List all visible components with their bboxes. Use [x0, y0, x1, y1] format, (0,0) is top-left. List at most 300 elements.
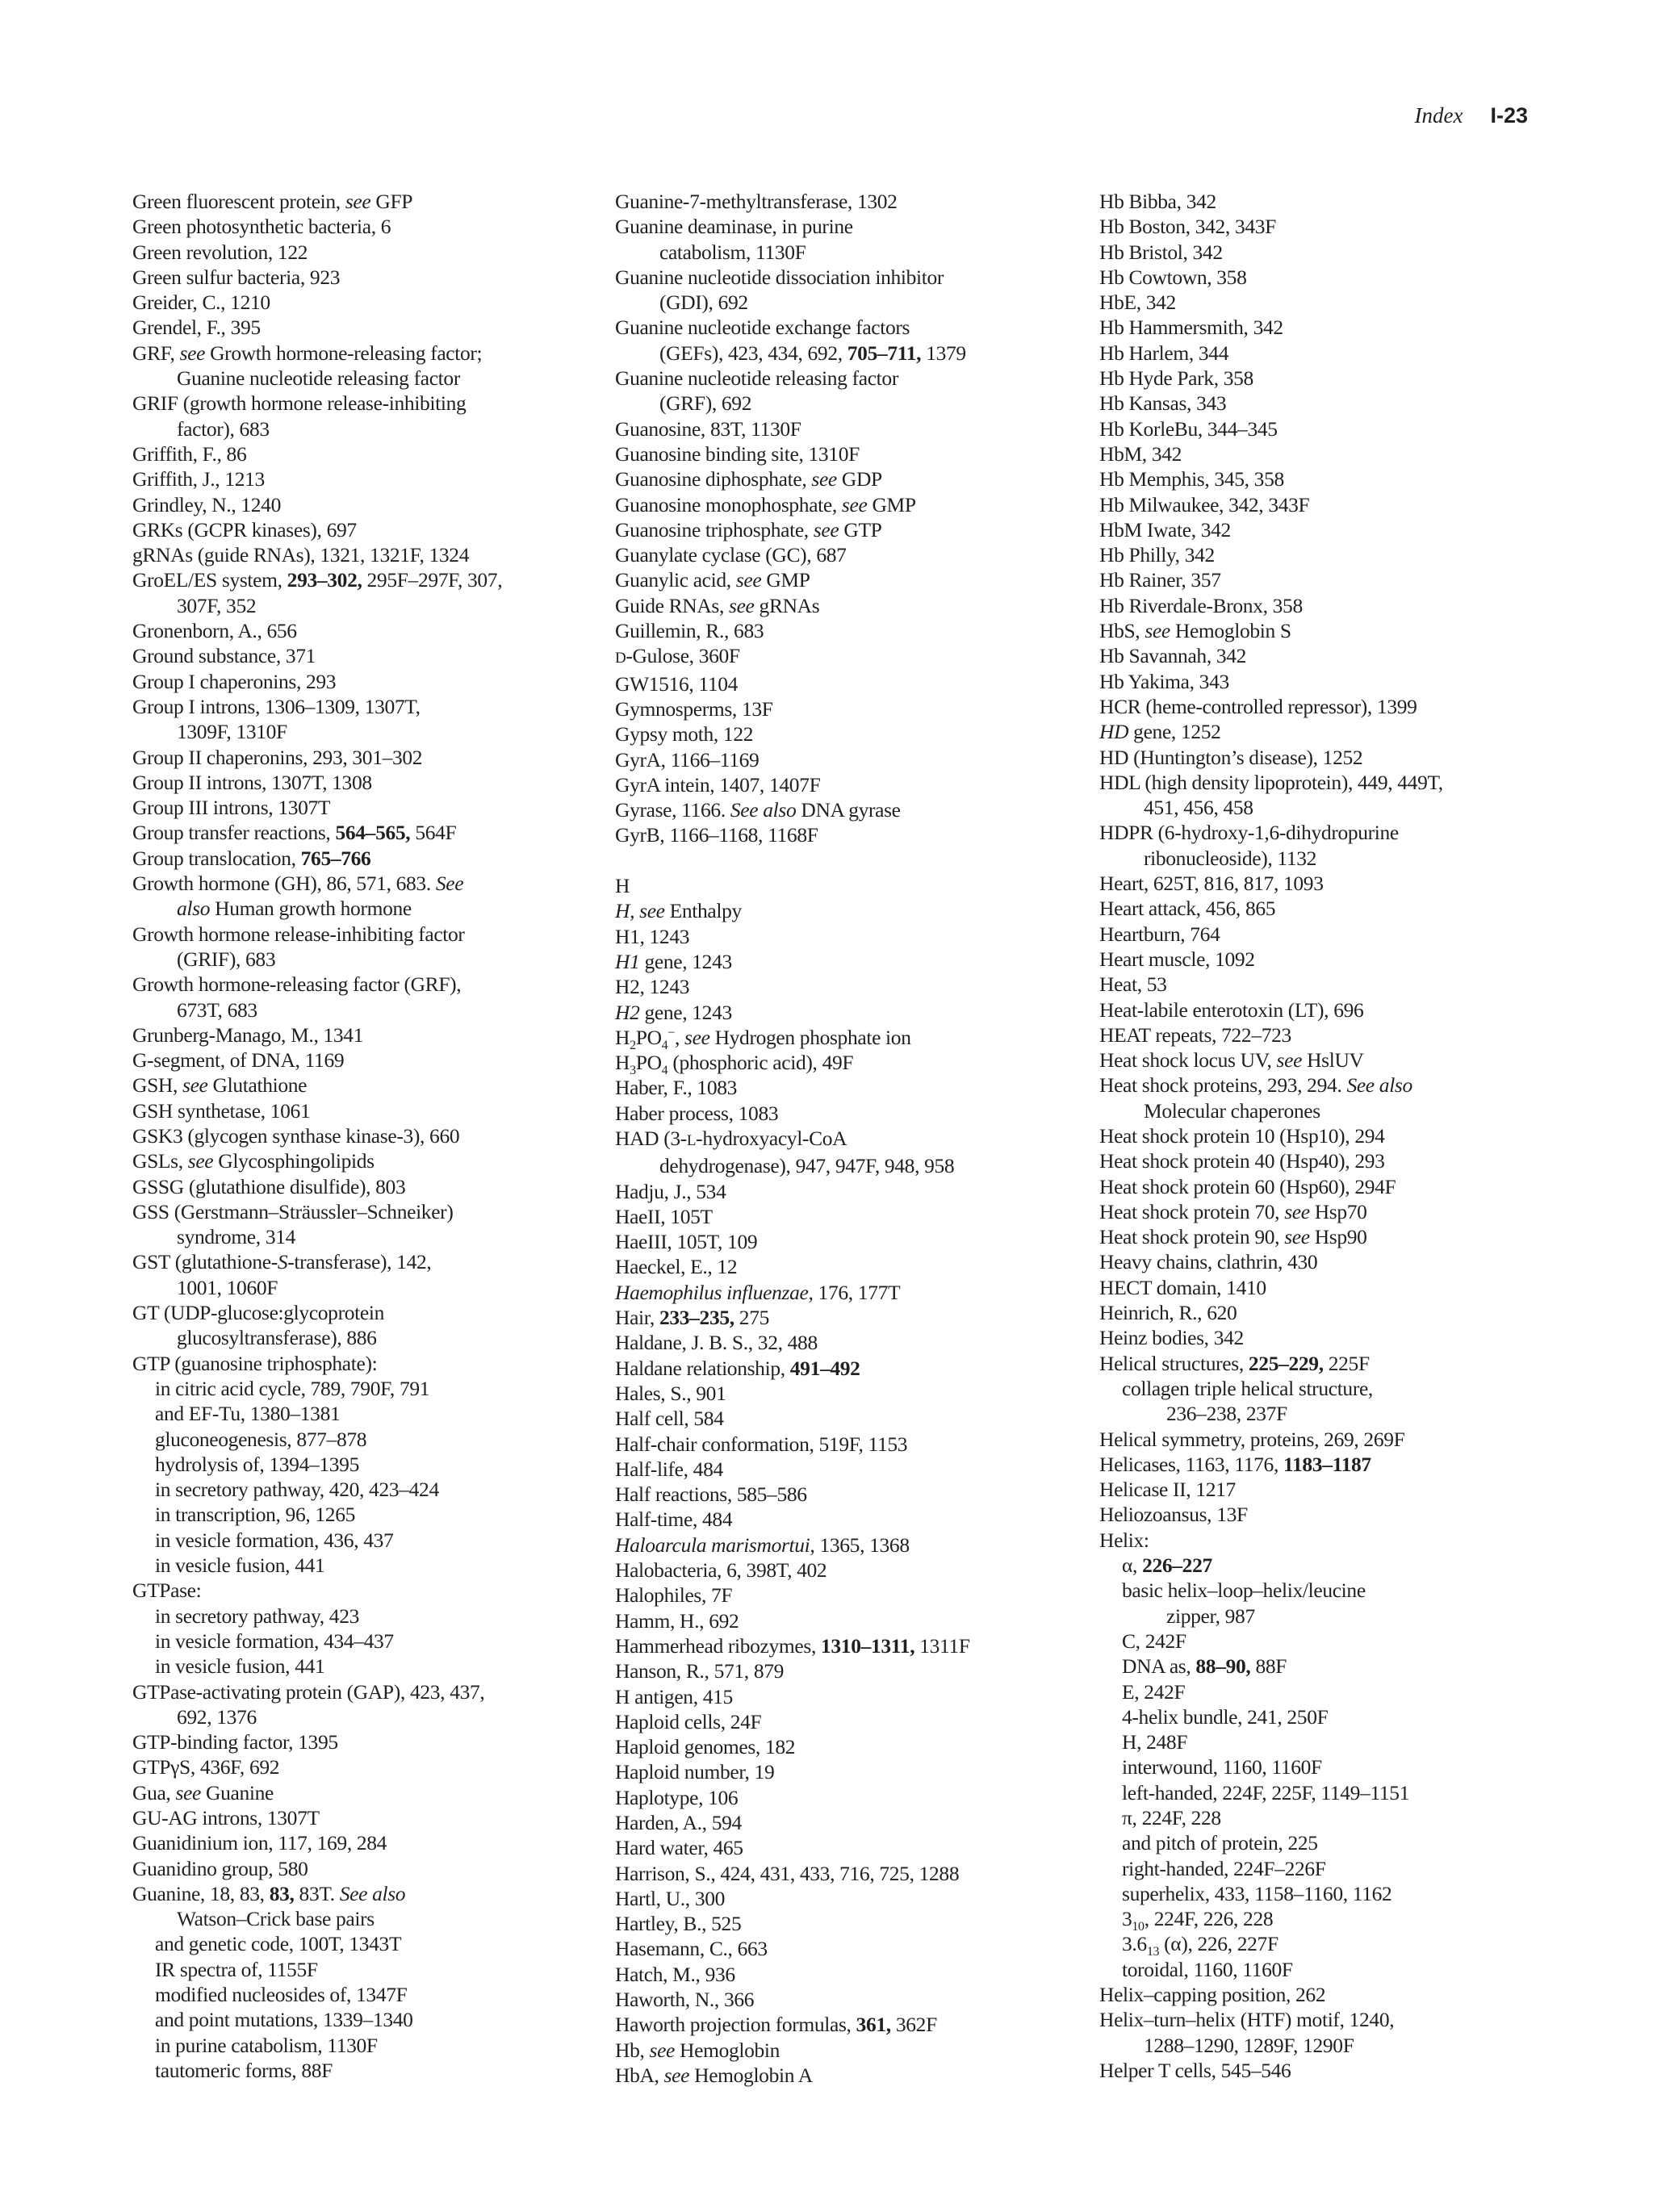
- index-entry: [1099, 997, 1584, 1022]
- index-entry: [615, 1886, 1099, 1911]
- index-text: π, 224F, 228: [1122, 1806, 1221, 1829]
- index-text: GRKs (GCPR kinases), 697: [132, 517, 357, 542]
- index-text: see: [811, 467, 837, 491]
- index-text: see: [684, 1025, 710, 1049]
- index-text: HbS,: [1099, 619, 1145, 643]
- index-text: Guanidinium ion, 117, 169, 284: [132, 1831, 387, 1855]
- index-entry: [132, 1047, 617, 1073]
- index-entry: [615, 2063, 1099, 2088]
- index-text: and point mutations, 1339–1340: [155, 2008, 413, 2032]
- index-entry: [1099, 669, 1584, 694]
- index-text: Grendel, F., 395: [132, 316, 261, 340]
- index-text: in transcription, 96, 1265: [155, 1503, 355, 1527]
- index-text: and genetic code, 100T, 1343T: [155, 1932, 402, 1956]
- index-text: catabolism, 1130F: [659, 240, 806, 264]
- index-text: Green fluorescent protein,: [132, 190, 345, 213]
- index-entry: [615, 721, 1099, 746]
- index-entry: [615, 1126, 1099, 1179]
- index-text: right-handed, 224F–226F: [1122, 1856, 1326, 1880]
- index-text: Guanosine binding site, 1310F: [615, 441, 860, 466]
- index-text: see: [729, 593, 755, 617]
- index-text: 491–492: [789, 1356, 860, 1380]
- index-text: 1309F, 1310F: [177, 720, 287, 744]
- index-entry: [615, 924, 1099, 949]
- index-text: HAD (3-: [615, 1126, 687, 1150]
- index-text: Heliozoansus, 13F: [1099, 1503, 1248, 1527]
- index-text: GRF,: [132, 341, 180, 365]
- index-subentry: [132, 1502, 617, 1527]
- index-entry: [615, 1936, 1099, 1961]
- index-text: left-handed, 224F, 225F, 1149–1151: [1122, 1780, 1410, 1804]
- index-entry: [1099, 517, 1584, 542]
- index-subentry: [132, 1376, 617, 1401]
- index-text: Hasemann, C., 663: [615, 1937, 768, 1961]
- index-entry: [132, 618, 617, 643]
- index-entry: [132, 922, 617, 972]
- index-text: 3.6: [1122, 1932, 1147, 1956]
- index-entry: [1099, 290, 1584, 315]
- index-text: Green photosynthetic bacteria, 6: [132, 215, 391, 239]
- index-entry: [1099, 240, 1584, 265]
- index-text: gRNAs (guide RNAs), 1321, 1321F, 1324: [132, 543, 470, 567]
- index-entry: [132, 770, 617, 795]
- index-text: 225F: [1323, 1351, 1370, 1375]
- index-text: Griffith, F., 86: [132, 441, 247, 466]
- index-text: H: [615, 1025, 630, 1049]
- index-text: gluconeogenesis, 877–878: [155, 1427, 367, 1451]
- index-text: Molecular chaperones: [1144, 1098, 1320, 1123]
- index-text: see: [841, 492, 868, 516]
- index-entry: [615, 898, 1099, 923]
- index-entry: [1099, 694, 1584, 719]
- index-entry: [615, 466, 1099, 491]
- index-text: Hard water, 465: [615, 1836, 743, 1860]
- index-entry: [1099, 947, 1584, 972]
- index-text: Guanidino group, 580: [132, 1856, 308, 1880]
- index-text: GSH synthetase, 1061: [132, 1098, 311, 1123]
- index-text: Hemoglobin: [675, 2038, 780, 2062]
- index-text: Haber, F., 1083: [615, 1076, 738, 1100]
- index-text: Hb Memphis, 345, 358: [1099, 467, 1284, 491]
- index-entry: [1099, 770, 1584, 821]
- index-entry: [1099, 265, 1584, 290]
- index-text: 705–711,: [847, 341, 922, 365]
- index-entry: [615, 873, 1099, 898]
- index-text: Haploid genomes, 182: [615, 1735, 796, 1759]
- index-text: GRIF (growth hormone release-inhibiting: [132, 391, 467, 416]
- index-text: 4: [661, 1038, 668, 1052]
- index-text: Guanylic acid,: [615, 568, 736, 592]
- index-text: H antigen, 415: [615, 1684, 733, 1708]
- index-text: Group transfer reactions,: [132, 821, 336, 845]
- index-text: Heat shock locus UV,: [1099, 1048, 1277, 1073]
- index-entry: [615, 1050, 1099, 1078]
- index-text: GTPase-activating protein (GAP), 423, 437,: [132, 1679, 485, 1704]
- index-text: syndrome, 314: [177, 1225, 296, 1249]
- index-text: Haloarcula marismortui,: [615, 1533, 815, 1557]
- index-entry: [1099, 366, 1584, 391]
- index-entry: [132, 1073, 617, 1098]
- index-entry: [615, 1810, 1099, 1835]
- index-text: Heat shock protein 90,: [1099, 1225, 1285, 1249]
- index-text: GSK3 (glycogen synthase kinase-3), 660: [132, 1123, 460, 1148]
- index-text: GT (UDP-glucose:glycoprotein: [132, 1301, 384, 1325]
- index-entry: [615, 1658, 1099, 1683]
- index-text: HbM, 342: [1099, 441, 1182, 466]
- index-text: Hanson, R., 571, 879: [615, 1659, 785, 1683]
- index-entry: [615, 1633, 1099, 1658]
- index-text: -hydroxyacyl-CoA: [696, 1126, 847, 1150]
- index-entry: [1099, 820, 1584, 871]
- index-entry: [132, 795, 617, 820]
- index-text: GTP-binding factor, 1395: [132, 1730, 338, 1754]
- index-text: GFP: [370, 190, 413, 213]
- index-entry: [132, 1881, 617, 1932]
- index-text: α,: [1122, 1553, 1143, 1578]
- index-entry: [615, 1229, 1099, 1254]
- index-text: IR spectra of, 1155F: [155, 1957, 318, 1981]
- index-text: −: [667, 1026, 675, 1040]
- index-text: Hb Bristol, 342: [1099, 240, 1223, 264]
- index-text: Guanosine triphosphate,: [615, 517, 814, 542]
- index-text: Griffith, J., 1213: [132, 467, 265, 491]
- index-entry: [132, 745, 617, 770]
- index-text: C, 242F: [1122, 1629, 1186, 1653]
- index-subentry: [132, 1957, 617, 1982]
- index-entry: [1099, 416, 1584, 441]
- index-entry: [132, 391, 617, 441]
- index-entry: [1099, 1174, 1584, 1199]
- index-text: gRNAs: [754, 593, 820, 617]
- index-text: HbA,: [615, 2063, 664, 2087]
- index-text: see: [1276, 1048, 1303, 1073]
- index-entry: [615, 1356, 1099, 1381]
- index-entry: [615, 1608, 1099, 1633]
- index-text: Halobacteria, 6, 398T, 402: [615, 1558, 827, 1583]
- index-entry: [615, 2038, 1099, 2063]
- index-entry: [615, 1101, 1099, 1126]
- index-entry: [1099, 189, 1584, 214]
- index-text: Hb Yakima, 343: [1099, 669, 1229, 693]
- index-entry: [132, 820, 617, 845]
- index-entry: [1099, 593, 1584, 618]
- index-text: 451, 456, 458: [1144, 796, 1253, 820]
- index-entry: [615, 1785, 1099, 1810]
- index-text: (phosphoric acid), 49F: [667, 1051, 854, 1075]
- index-text: 3: [630, 1064, 636, 1078]
- index-entry: [132, 1098, 617, 1123]
- running-header: [1415, 103, 1529, 128]
- index-text: 1365, 1368: [814, 1533, 910, 1557]
- index-entry: [1099, 1982, 1584, 2007]
- index-entry: [132, 669, 617, 694]
- index-entry: [132, 517, 617, 542]
- index-subentry: [1099, 1906, 1584, 1934]
- index-text: H1, 1243: [615, 924, 690, 948]
- index-text: DNA gyrase: [796, 798, 901, 822]
- index-text: basic helix–loop–helix/leucine: [1122, 1579, 1366, 1603]
- index-text: H2: [615, 1000, 640, 1024]
- index-text: glucosyltransferase), 886: [177, 1326, 377, 1350]
- index-entry: [615, 1684, 1099, 1709]
- index-entry: [615, 1911, 1099, 1936]
- index-text: GSS (Gerstmann–Sträussler–Schneiker): [132, 1199, 454, 1223]
- index-text: Guanine nucleotide dissociation inhibitor: [615, 265, 944, 289]
- index-entry: [1099, 643, 1584, 668]
- index-entry: [132, 1754, 617, 1779]
- index-text: superhelix, 433, 1158–1160, 1162: [1122, 1881, 1392, 1905]
- index-subentry: [132, 1604, 617, 1629]
- index-text: G-segment, of DNA, 1169: [132, 1048, 345, 1073]
- index-text: Hair,: [615, 1306, 659, 1330]
- index-text: , 224F, 226, 228: [1144, 1907, 1274, 1931]
- index-entry: [615, 1204, 1099, 1229]
- index-text: 564–565,: [335, 821, 411, 845]
- index-entry: [1099, 1351, 1584, 1376]
- index-text: GyrA, 1166–1169: [615, 747, 760, 771]
- index-entry: [1099, 972, 1584, 997]
- index-text: in vesicle formation, 434–437: [155, 1629, 394, 1653]
- index-text: 692, 1376: [177, 1704, 257, 1729]
- index-text: See: [435, 872, 464, 896]
- index-subentry: [1099, 1856, 1584, 1881]
- index-text: PO: [635, 1025, 662, 1049]
- index-text: 564F: [410, 821, 457, 845]
- index-text: Grunberg-Manago, M., 1341: [132, 1022, 364, 1047]
- index-text: Guanine nucleotide releasing factor: [615, 366, 898, 391]
- index-text: Heat shock protein 70,: [1099, 1199, 1285, 1223]
- index-entry: [615, 416, 1099, 441]
- index-entry: [1099, 922, 1584, 947]
- index-text: Hb,: [615, 2038, 650, 2062]
- index-text: H, 248F: [1122, 1730, 1188, 1754]
- index-subentry: [1099, 1830, 1584, 1855]
- index-text: Ground substance, 371: [132, 644, 316, 668]
- index-entry: [615, 2012, 1099, 2037]
- index-text: 361,: [856, 2013, 891, 2037]
- index-text: Hb Hammersmith, 342: [1099, 316, 1283, 340]
- index-text: Group II introns, 1307T, 1308: [132, 770, 372, 794]
- index-text: 4-helix bundle, 241, 250F: [1122, 1704, 1329, 1729]
- index-text: HCR (heme-controlled repressor), 1399: [1099, 694, 1417, 718]
- index-text: HaeII, 105T: [615, 1204, 713, 1228]
- index-entry: [132, 1300, 617, 1351]
- index-text: Hb Philly, 342: [1099, 543, 1215, 567]
- index-subentry: [132, 1452, 617, 1477]
- index-text: GyrB, 1166–1168, 1168F: [615, 823, 818, 847]
- index-text: see: [182, 1073, 208, 1098]
- index-text: Hb Savannah, 342: [1099, 644, 1247, 668]
- index-subentry: [1099, 1376, 1584, 1427]
- index-text: Hadju, J., 534: [615, 1179, 726, 1203]
- index-text: Guanosine diphosphate,: [615, 467, 812, 491]
- index-entry: [1099, 1452, 1584, 1477]
- index-entry: [1099, 719, 1584, 744]
- index-text: 362F: [890, 2013, 937, 2037]
- index-text: Heinrich, R., 620: [1099, 1301, 1237, 1325]
- index-text: Haeckel, E., 12: [615, 1255, 738, 1279]
- index-text: 10: [1132, 1920, 1145, 1934]
- index-text: GMP: [761, 568, 810, 592]
- index-entry: [615, 1305, 1099, 1330]
- index-entry: [615, 315, 1099, 366]
- index-subentry: [1099, 1578, 1584, 1629]
- index-entry: [1099, 214, 1584, 239]
- index-text: 295F–297F, 307,: [362, 568, 503, 592]
- index-subentry: [132, 1528, 617, 1553]
- index-text: GW1516, 1104: [615, 671, 739, 696]
- index-text: 1310–1311,: [821, 1633, 915, 1658]
- index-text: see: [1284, 1225, 1310, 1249]
- index-text: Haworth, N., 366: [615, 1988, 755, 2012]
- index-entry: [132, 1249, 617, 1300]
- index-text: 307F, 352: [177, 593, 257, 617]
- index-entry: [1099, 542, 1584, 567]
- index-entry: [615, 366, 1099, 416]
- index-subentry: [132, 1931, 617, 1956]
- index-text: gene, 1243: [639, 1000, 732, 1024]
- index-subentry: [1099, 1654, 1584, 1679]
- index-text: L: [686, 1131, 697, 1149]
- index-entry: [615, 1583, 1099, 1608]
- index-subentry: [132, 1654, 617, 1679]
- index-text: Heart attack, 456, 865: [1099, 897, 1276, 921]
- index-text: -transferase), 142,: [287, 1250, 432, 1274]
- index-text: Hb Boston, 342, 343F: [1099, 215, 1276, 239]
- index-text: Gymnosperms, 13F: [615, 696, 773, 721]
- index-entry: [615, 1254, 1099, 1279]
- index-text: factor), 683: [177, 416, 270, 441]
- index-text: Heat shock protein 40 (Hsp40), 293: [1099, 1149, 1385, 1173]
- index-text: Hb Rainer, 357: [1099, 568, 1221, 592]
- index-subentry: [1099, 1780, 1584, 1805]
- index-text: Hamm, H., 692: [615, 1608, 739, 1633]
- index-text: 4: [661, 1064, 668, 1078]
- index-text: Green revolution, 122: [132, 240, 308, 264]
- index-entry: [132, 315, 617, 340]
- index-text: Group I chaperonins, 293: [132, 669, 337, 693]
- index-text: 1379: [921, 341, 966, 365]
- index-text: See also: [730, 798, 797, 822]
- index-entry: [1099, 2007, 1584, 2058]
- index-subentry: [1099, 1805, 1584, 1830]
- index-subentry: [132, 2058, 617, 2083]
- index-text: HslUV: [1302, 1048, 1364, 1073]
- index-entry: [615, 1507, 1099, 1532]
- index-text: Helicase II, 1217: [1099, 1478, 1236, 1502]
- index-entry: [615, 949, 1099, 974]
- index-text: zipper, 987: [1166, 1604, 1255, 1628]
- index-text: 1001, 1060F: [177, 1275, 278, 1299]
- index-entry: [132, 871, 617, 922]
- index-entry: [615, 974, 1099, 999]
- index-text: 88–90,: [1195, 1654, 1251, 1679]
- index-entry: [132, 466, 617, 491]
- index-text: in vesicle fusion, 441: [155, 1654, 325, 1679]
- index-text: ,: [674, 1025, 685, 1049]
- index-entry: [132, 1578, 617, 1603]
- index-text: GTPase:: [132, 1579, 202, 1603]
- index-text: Group III introns, 1307T: [132, 796, 331, 820]
- index-subentry: [132, 1401, 617, 1426]
- index-text: 275: [734, 1306, 770, 1330]
- index-subentry: [132, 1982, 617, 2007]
- index-text: (GEFs), 423, 434, 692,: [659, 341, 847, 365]
- index-entry: [615, 1000, 1099, 1025]
- index-entry: [1099, 1300, 1584, 1325]
- index-entry: [615, 1406, 1099, 1431]
- index-text: (GRF), 692: [659, 391, 752, 416]
- index-subentry: [1099, 1931, 1584, 1959]
- index-subentry: [132, 2033, 617, 2058]
- index-entry: [1099, 341, 1584, 366]
- index-text: Haplotype, 106: [615, 1785, 739, 1809]
- index-text: Gypsy moth, 122: [615, 722, 754, 746]
- index-entry: [132, 492, 617, 517]
- index-entry: [132, 542, 617, 567]
- index-text: GroEL/ES system,: [132, 568, 287, 592]
- index-text: S: [277, 1250, 288, 1274]
- index-text: see: [345, 190, 371, 213]
- index-text: H2, 1243: [615, 975, 690, 999]
- index-text: 1311F: [914, 1633, 970, 1658]
- index-entry: [1099, 1022, 1584, 1047]
- index-text: gene, 1243: [639, 949, 732, 973]
- index-text: (GDI), 692: [659, 291, 748, 315]
- index-subentry: [132, 1553, 617, 1578]
- index-text: D: [615, 650, 626, 667]
- index-text: Helix–capping position, 262: [1099, 1983, 1326, 2007]
- index-entry: [615, 1179, 1099, 1204]
- index-text: 226–227: [1142, 1553, 1212, 1578]
- index-text: GST (glutathione-: [132, 1250, 278, 1274]
- index-entry: [615, 265, 1099, 316]
- index-entry: [1099, 1073, 1584, 1123]
- index-text: H, see: [615, 899, 665, 923]
- index-text: Hsp90: [1309, 1225, 1367, 1249]
- index-text: 88F: [1250, 1654, 1287, 1679]
- index-entry: [615, 747, 1099, 772]
- index-text: 765–766: [300, 846, 371, 870]
- index-text: also: [177, 897, 211, 921]
- index-text: collagen triple helical structure,: [1122, 1376, 1373, 1400]
- index-text: Helper T cells, 545–546: [1099, 2058, 1291, 2082]
- index-text: Haworth projection formulas,: [615, 2013, 856, 2037]
- index-entry: [615, 1734, 1099, 1759]
- index-text: GSH,: [132, 1073, 183, 1098]
- index-entry: [132, 694, 617, 745]
- index-entry: [1099, 492, 1584, 517]
- index-text: Haldane relationship,: [615, 1356, 790, 1380]
- index-entry: [132, 1148, 617, 1173]
- index-entry: [615, 214, 1099, 265]
- index-entry: [1099, 466, 1584, 491]
- index-text: Group II chaperonins, 293, 301–302: [132, 745, 423, 769]
- index-entry: [615, 1558, 1099, 1583]
- index-text: Helical structures,: [1099, 1351, 1249, 1375]
- index-entry: [615, 696, 1099, 721]
- index-entry: [1099, 896, 1584, 921]
- index-entry: [615, 643, 1099, 671]
- index-entry: [1099, 1123, 1584, 1148]
- index-text: 225–229,: [1248, 1351, 1324, 1375]
- index-text: and pitch of protein, 225: [1122, 1831, 1318, 1855]
- index-text: Group I introns, 1306–1309, 1307T,: [132, 694, 421, 718]
- index-text: toroidal, 1160, 1160F: [1122, 1957, 1293, 1981]
- index-entry: [132, 1780, 617, 1805]
- index-entry: [615, 1381, 1099, 1406]
- index-text: Gyrase, 1166.: [615, 798, 730, 822]
